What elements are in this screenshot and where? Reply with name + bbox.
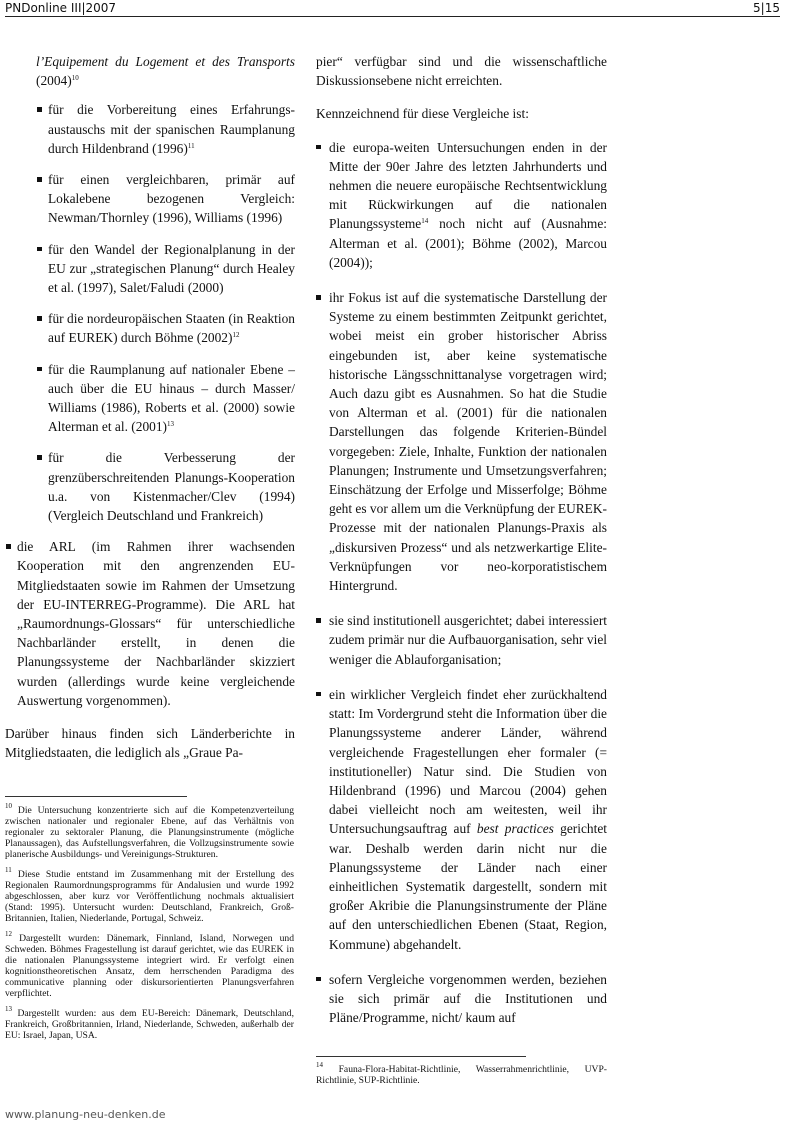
italic-title: l’Equipement du Logement et des Transports — [36, 54, 295, 69]
footnotes-left — [5, 802, 294, 1050]
footnote: $^{10}$ Die Untersuchung konzentrierte sich auf die Kompetenzverteilung zwischen nationaler und regionaler Ebene, auf das Verhältnis von regionaler zu sektoraler Planung, die Planungsinstrumente (mögliche Planaussagen), das Aufstellungsverfahren, die Vollzugsinstrumente sowie planerische Ausbildungs- und Vereinigungs-Strukturen. — [5, 802, 294, 860]
footnote-ref: 14 — [421, 217, 429, 226]
list-item: sofern Vergleiche vorgenommen werden, beziehen sie sich primär auf die Institutionen und Pläne/Programme, nicht/ kaum auf — [316, 970, 607, 1028]
list-item: für die Verbesserung der grenzüberschreitenden Planungs-Kooperation u.a. von Kistenmacher/Clev (1994) (Vergleich Deutschland und Frankreich) — [35, 448, 295, 525]
main-list — [5, 537, 295, 710]
page-number: 5|15 — [753, 1, 780, 15]
footnote-rule — [316, 1056, 526, 1057]
footnotes-right — [316, 1061, 607, 1095]
footnote: $^{11}$ Diese Studie entstand im Zusammenhang mit der Erstellung des Regionalen Raumordnungsprogramms für Andalusien und wurde 1992 abgeschlossen, aber kurz vor Veröffentlichung nochmals aktualisiert (Stand: 1995). Untersucht wurden: Deutschland, Frankreich, Groß-Britannien, Italien, Niederlande, Portugal, Schweiz. — [5, 866, 294, 924]
list-item: sie sind institutionell ausgerichtet; dabei interessiert zudem primär nur die Aufbauorganisation, sehr viel weniger die Ablauforganisation; — [316, 611, 607, 669]
list-item: die europa-weiten Untersuchungen enden in der Mitte der 90er Jahre des letzten Jahrhunderts und nehmen die neuere europäische Rechtsentwicklung mit Rückwirkungen auf die nationalen Planungssysteme$^{14}$ noch nicht auf (Ausnahme: Alterman et al. (2001); Böhme (2002), Marcou (2004)); — [316, 138, 607, 272]
footnote-rule — [5, 796, 187, 797]
page-header — [5, 0, 780, 16]
list-item: die ARL (im Rahmen ihrer wachsenden Kooperation mit den angrenzenden EU-Mitgliedstaaten sowie im Rahmen der Umsetzung der EU-INTERREG-Programme). Die ARL hat „Raumordnungs-Glossars“ für unterschiedliche Nachbarländer erstellt, in denen die Planungssysteme der Nachbarländer skizziert wurden (allerdings wurde keine vergleichende Auswertung vorgenommen). — [5, 537, 295, 710]
footnote: $^{13}$ Dargestellt wurden: aus dem EU-Bereich: Dänemark, Deutschland, Frankreich, Großbritannien, Irland, Niederlande, Schweden, außerhalb der EU: Israel, Japan, USA. — [5, 1005, 294, 1041]
list-item: ein wirklicher Vergleich findet eher zurückhaltend statt: Im Vordergrund steht die Information über die Planungssysteme anderer Länder, während vergleichende Fragestellungen eher formaler (= institutioneller) Natur sind. Die Studien von Hildenbrand (1996) und Marcou (2004) gehen dabei vielleicht noch am weitesten, weil ihr Untersuchungsauftrag auf best practices gerichtet war. Deshalb werden darin nicht nur die Planungssysteme der Länder nach einer einheitlichen Systematik dargestellt, sondern mit großer Akribie die Planungsinstrumente der Pläne auf den unterschiedlichen Ebenen (Staat, Region, Kommune) abgehandelt. — [316, 685, 607, 954]
lead-paragraph: Kennzeichnend für diese Vergleiche ist: — [316, 106, 529, 122]
footnote: $^{12}$ Dargestellt wurden: Dänemark, Finnland, Island, Norwegen und Schweden. Böhmes Fragestellung ist darauf gerichtet, wie das EUREK in die nationalen Planungssysteme integriert wird. Er verfolgt einen kognitionstheoretischen Ansatz, dem herrschenden Paradigma des communicative planning oder diskursorientierten Planungsverfahren verpflichtet. — [5, 930, 294, 999]
footnote: $^{14}$ Fauna-Flora-Habitat-Richtlinie, Wasserrahmenrichtlinie, UVP-Richtlinie, SUP-Richtlinie. — [316, 1061, 607, 1086]
footnote-ref: 13 — [167, 420, 174, 429]
journal-title: PNDonline III|2007 — [5, 1, 117, 15]
criteria-list — [316, 138, 607, 1028]
footnote-ref: 12 — [232, 331, 240, 340]
footer-url: www.planung-neu-denken.de — [5, 1108, 166, 1121]
list-item: für die nordeuropäischen Staaten (in Reaktion auf EUREK) durch Böhme $(2002)^{12}$ — [35, 309, 295, 347]
intro-paragraph: pier“ verfügbar sind und die wissenschaftliche Diskussionsebene nicht erreichten. — [316, 54, 607, 89]
list-item: für den Wandel der Regionalplanung in der EU zur „strategischen Planung“ durch Healey et al. (1997), Salet/Faludi (2000) — [35, 240, 295, 298]
list-item: ihr Fokus ist auf die systematische Darstellung der Systeme zu einem bestimmten Zeitpunkt gerichtet, wobei meist ein grober historischer Abriss eingebunden ist, aber keine systematische historische Längsschnittanalyse vorgetragen wird; Auch dazu gibt es Ausnahmen. So hat die Studie von Alterman et al. (2001) für die nationalen Darstellungen das folgende Kriterien-Bündel vorgegeben: Ziele, Inhalte, Funktion der nationalen Planungen; Instrumente und Umsetzungsverfahren; Einschätzung der Erfolge und Misserfolge; Böhme geht es vor allem um die Verknüpfung der EUREK-Prozesse mit der nationalen Planungs-Praxis als „diskursiven Prozess“ und als netzwerkartige Elite-Verknüpfungen vor neo-korporatistischem Hintergrund. — [316, 288, 607, 595]
sub-list — [35, 100, 295, 525]
footnote-ref: 11 — [187, 141, 195, 150]
list-item: für die Raumplanung auf nationaler Ebene – auch über die EU hinaus – durch Masser/ Williams (1986), Roberts et al. (2000) sowie Alterman et al. $(2001)^{13}$ — [35, 360, 295, 437]
footnote-ref: 10 — [71, 74, 79, 83]
header-rule — [5, 16, 780, 17]
left-column — [5, 52, 295, 763]
list-item: für einen vergleichbaren, primär auf Lokalebene bezogenen Vergleich: Newman/Thornley (1996), Williams (1996) — [35, 170, 295, 228]
continued-item: l’Equipement du Logement et des Transports $(2004)^{10}$ — [36, 54, 295, 89]
right-column — [316, 52, 607, 1027]
closing-paragraph: Darüber hinaus finden sich Länderberichte in Mitgliedstaaten, die lediglich als „Graue Pa- — [5, 726, 295, 761]
list-item: für die Vorbereitung eines Erfahrungs-austauschs mit der spanischen Raumplanung durch Hildenbrand $(1996)^{11}$ — [35, 100, 295, 158]
